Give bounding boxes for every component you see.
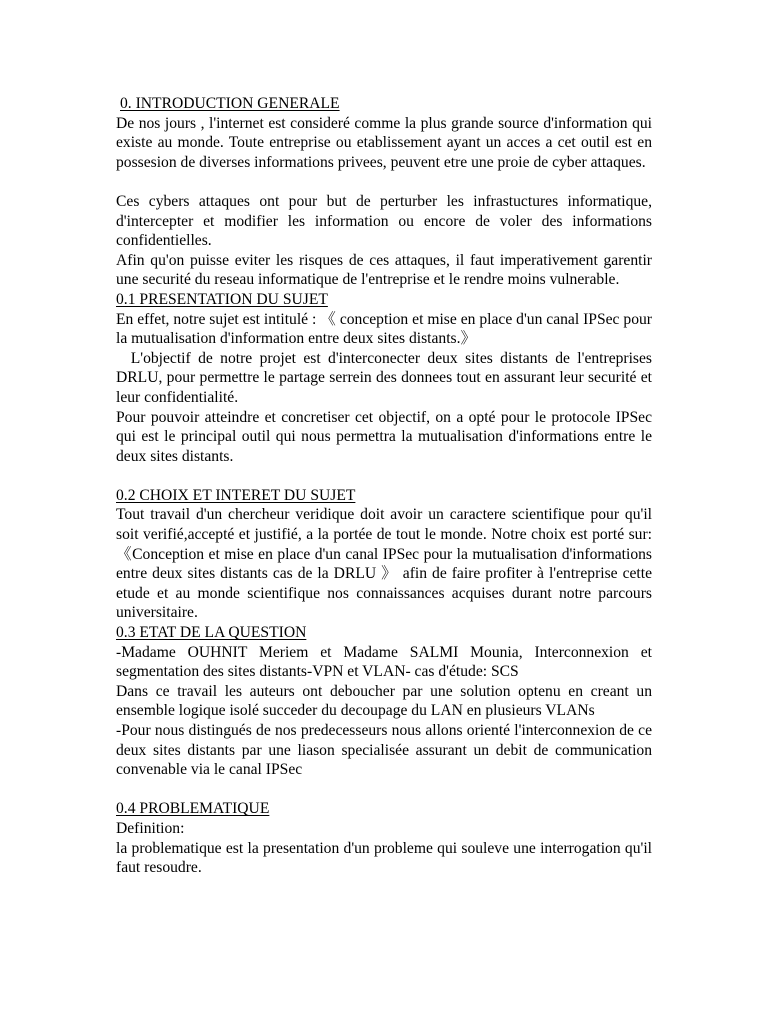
presentation-heading: 0.1 PRESENTATION DU SUJET <box>116 290 328 308</box>
etat-paragraph: Dans ce travail les auteurs ont deboucher par une solution optenu en creant un ensemble logique isolé succeder du decoupage du LAN en plusieurs VLANs <box>116 682 652 720</box>
intro-heading: 0. INTRODUCTION GENERALE <box>120 95 340 112</box>
etat-heading: 0.3 ETAT DE LA QUESTION <box>116 624 307 642</box>
etat-paragraph: -Madame OUHNIT Meriem et Madame SALMI Mounia, Interconnexion et segmentation des sites distants-VPN et VLAN- cas d'étude: SCS <box>116 643 652 681</box>
problematique-paragraph: la problematique est la presentation d'un probleme qui souleve une interrogation qu'il faut resoudre. <box>116 839 652 877</box>
presentation-paragraph: L'objectif de notre projet est d'interconecter deux sites distants de l'entreprises DRLU, pour permettre le partage serrein des donnees tout en assurant leur securité et leur confidentialité. <box>116 349 656 406</box>
problematique-heading: 0.4 PROBLEMATIQUE <box>116 800 270 818</box>
etat-paragraph: -Pour nous distingués de nos predecesseurs nous allons orienté l'interconnexion de ce deux sites distants par une liason specialisée assurant un debit de communication convenable via le canal IPSec <box>116 722 652 779</box>
intro-paragraph: Afin qu'on puisse eviter les risques de ces attaques, il faut imperativement garentir une securité du reseau informatique de l'entreprise et le rendre moins vulnerable. <box>116 251 652 289</box>
blank-line <box>116 466 652 486</box>
choix-heading: 0.2 CHOIX ET INTERET DU SUJET <box>116 486 356 504</box>
presentation-paragraph: En effet, notre sujet est intitulé : 《 conception et mise en place d'un canal IPSec pour la mutualisation d'information entre deux sites distants.》 <box>116 310 652 348</box>
intro-paragraph: De nos jours , l'internet est consideré comme la plus grande source d'information qui existe au monde. Toute entreprise ou etablissement ayant un acces a cet outil est en possesion de diverses informations privees, peuvent etre une proie de cyber attaques. <box>116 114 652 171</box>
document-page <box>116 94 656 878</box>
blank-line <box>116 172 652 192</box>
blank-line <box>116 780 652 800</box>
definition-label: Definition: <box>116 819 185 837</box>
choix-paragraph: Tout travail d'un chercheur veridique doit avoir un caractere scientifique pour qu'il soit verifié,accepté et justifié, a la portée de tout le monde. Notre choix est porté sur: 《Conception et mise en place d'un canal IPSec pour la mutualisation d'informations entre deux sites distants cas de la DRLU 》 afin de faire profiter à l'entreprise cette etude et au monde scientifique nos connaissances acquises durant notre parcours universitaire. <box>116 506 652 622</box>
presentation-paragraph: Pour pouvoir atteindre et concretiser cet objectif, on a opté pour le protocole IPSec qui est le principal outil qui nous permettra la mutualisation d'informations entre le deux sites distants. <box>116 408 652 465</box>
intro-paragraph: Ces cybers attaques ont pour but de perturber les infrastuctures informatique, d'intercepter et modifier les information ou encore de voler des informations confidentielles. <box>116 192 652 250</box>
